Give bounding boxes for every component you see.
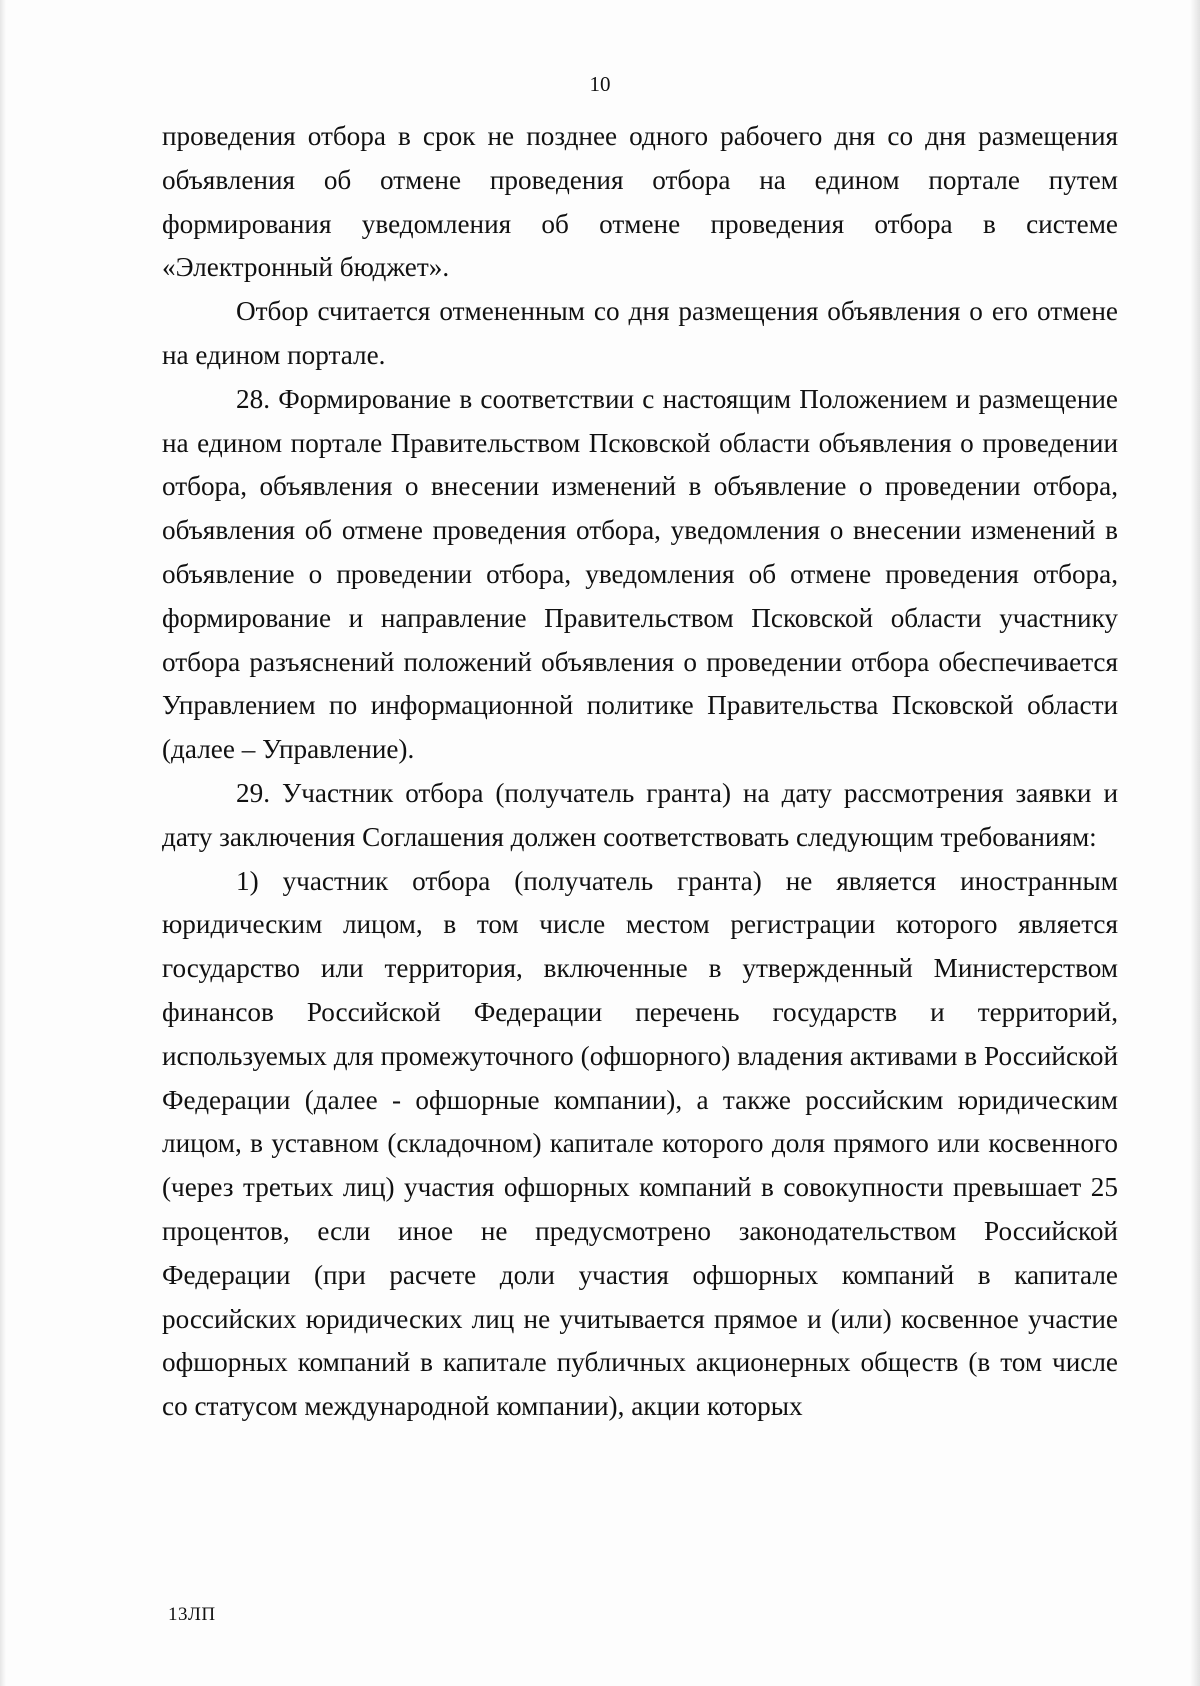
paragraph-selection-cancelled: Отбор считается отмененным со дня размещения объявления о его отмене на едином портале. xyxy=(162,296,1118,370)
footer-document-code: 13ЛП xyxy=(168,1604,216,1625)
scan-edge-left xyxy=(0,0,6,1686)
paragraph-subitem-1: 1) участник отбора (получатель гранта) не является иностранным юридическим лицом, в том числе местом регистрации которого является государство или территория, включенные в утвержденный Министерством финансов Российской Федерации перечень государств и территорий, используемых для промежуточного (офшорного) владения активами в Российской Федерации (далее - офшорные компании), а также российским юридическим лицом, в уставном (складочном) капитале которого доля прямого или косвенного (через третьих лиц) участия офшорных компаний в совокупности превышает 25 процентов, если иное не предусмотрено законодательством Российской Федерации (при расчете доли участия офшорных компаний в капитале российских юридических лиц не учитывается прямое и (или) косвенное участие офшорных компаний в капитале публичных акционерных обществ (в том числе со статусом международной компании), акции которых xyxy=(162,865,1118,1422)
page-number: 10 xyxy=(589,72,611,96)
paragraph-cancellation-continuation: проведения отбора в срок не позднее одного рабочего дня со дня размещения объявления об отмене проведения отбора на едином портале путем формирования уведомления об отмене проведения отбора в системе «Электронный бюджет». xyxy=(162,121,1118,283)
paragraph-item-28: 28. Формирование в соответствии с настоящим Положением и размещение на едином портале Правительством Псковской области объявления о проведении отбора, объявления о внесении изменений в объявление о проведении отбора, объявления об отмене проведения отбора, уведомления о внесении изменений в объявление о проведении отбора, уведомления об отмене проведения отбора, формирование и направление Правительством Псковской области участнику отбора разъяснений положений объявления о проведении отбора обеспечивается Управлением по информационной политике Правительства Псковской области (далее – Управление). xyxy=(162,383,1118,765)
document-body xyxy=(162,115,1118,1429)
scan-edge-right xyxy=(1190,0,1200,1686)
paragraph-item-29: 29. Участник отбора (получатель гранта) на дату рассмотрения заявки и дату заключения Соглашения должен соответствовать следующим требованиям: xyxy=(162,777,1118,852)
